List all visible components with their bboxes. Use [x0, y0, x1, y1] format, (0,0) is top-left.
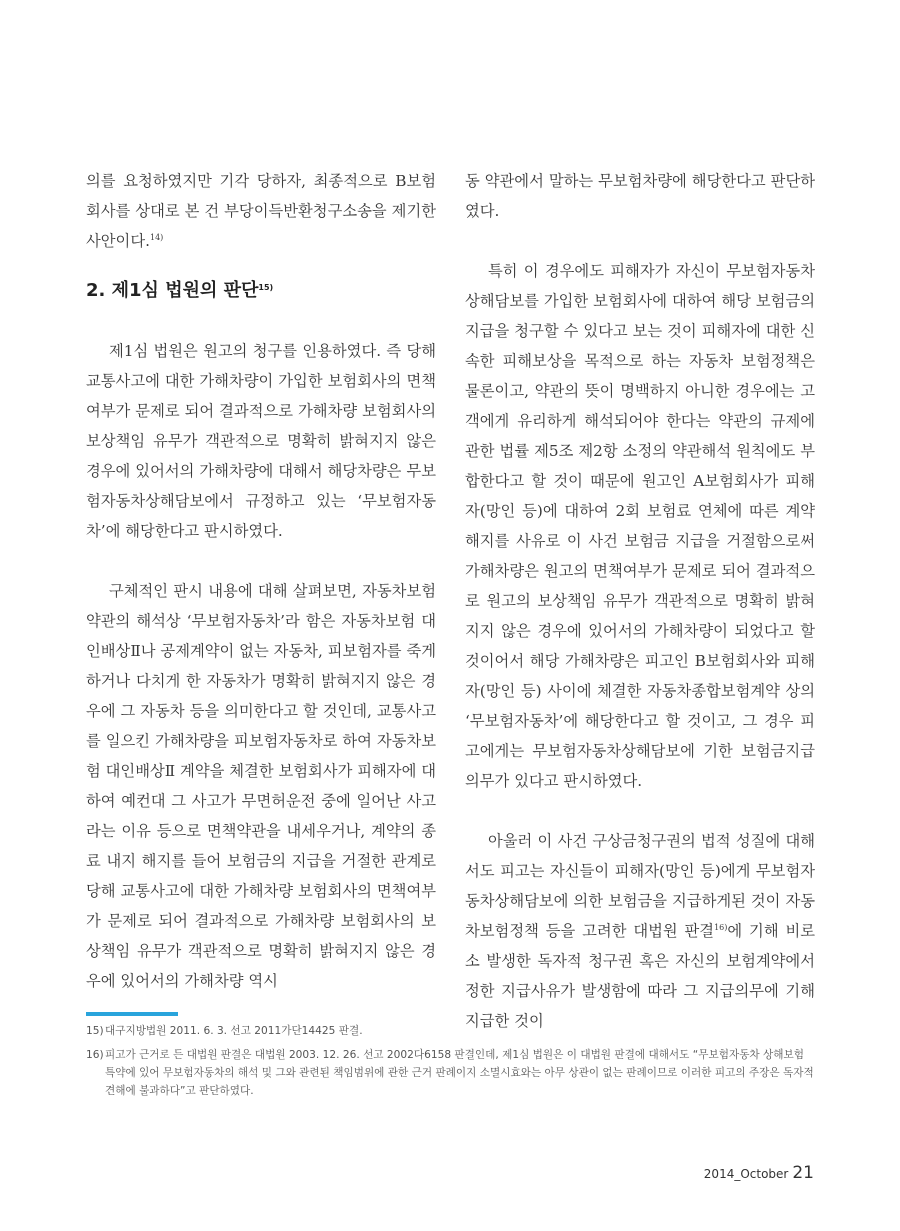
footnote-ref-16[interactable]: 16): [714, 923, 728, 932]
left-paragraph-1: [86, 166, 436, 256]
right-paragraph-3-text-a: 아울러 이 사건 구상금청구권의 법적 성질에 대해서도 피고는 자신들이 피해자(망인 등)에게 무보험자동차상해담보에 의한 보험금을 지급하게된 것이 자동차보험정책 등을 고려한 대법원 판결: [465, 832, 815, 940]
footnote-ref-14[interactable]: 14): [149, 233, 164, 242]
section-heading: [86, 276, 436, 306]
page-number: 21: [792, 1163, 814, 1183]
footnote-ref-15[interactable]: 15): [258, 283, 274, 292]
footnote-16: [86, 1046, 814, 1100]
left-paragraph-2: 제1심 법원은 원고의 청구를 인용하였다. 즉 당해 교통사고에 대한 가해차량이 가입한 보험회사의 면책여부가 문제로 되어 결과적으로 가해차량 보험회사의 보상책임 유무가 객관적으로 명확히 밝혀지지 않은 경우에 있어서의 가해차량에 대해서 해당차량은 무보험자동차상해담보에서 규정하고 있는 ‘무보험자동차’에 해당한다고 판시하였다.: [86, 342, 436, 540]
footnote-text: 피고가 근거로 든 대법원 판결은 대법원 2003. 12. 26. 선고 2002다6158 판결인데, 제1심 법원은 이 대법원 판결에 대해서도 “무보험자동차 상해보험 특약에 있어 무보험자동차의 해석 및 그와 관련된 책임범위에 관한 근거 판례이지 소멸시효와는 아무 상관이 없는 판례이므로 이러한 피고의 주장은 독자적 견해에 불과하다”고 판단하였다.: [105, 1049, 814, 1097]
issue-label: 2014_October: [703, 1167, 789, 1181]
footnote-number: 15): [86, 1025, 104, 1037]
left-paragraph-3: 구체적인 판시 내용에 대해 살펴보면, 자동차보험약관의 해석상 ‘무보험자동차’라 함은 자동차보험 대인배상Ⅱ나 공제계약이 없는 자동차, 피보험자를 죽게 하거나 다치게 한 자동차가 명확히 밝혀지지 않은 경우에 그 자동차 등을 의미한다고 할 것인데, 교통사고를 일으킨 가해차량을 피보험자동차로 하여 자동차보험 대인배상Ⅱ 계약을 체결한 보험회사가 피해자에 대하여 예컨대 그 사고가 무면허운전 중에 일어난 사고라는 이유 등으로 면책약관을 내세우거나, 계약의 종료 내지 해지를 들어 보험금의 지급을 거절한 관계로 당해 교통사고에 대한 가해차량 보험회사의 면책여부가 문제로 되어 결과적으로 가해차량 보험회사의 보상책임 유무가 객관적으로 명확히 밝혀지지 않은 경우에 있어서의 가해차량 역시: [86, 582, 436, 990]
footnote-number: 16): [86, 1049, 104, 1061]
right-paragraph-3: [465, 826, 815, 1036]
right-paragraph-2: 특히 이 경우에도 피해자가 자신이 무보험자동차상해담보를 가입한 보험회사에 대하여 해당 보험금의 지급을 청구할 수 있다고 보는 것이 피해자에 대한 신속한 피해보상을 목적으로 하는 자동차 보험정책은 물론이고, 약관의 뜻이 명백하지 아니한 경우에는 고객에게 유리하게 해석되어야 한다는 약관의 규제에 관한 법률 제5조 제2항 소정의 약관해석 원칙에도 부합한다고 할 것이 때문에 원고인 A보험회사가 피해자(망인 등)에 대하여 2회 보험료 연체에 따른 계약해지를 사유로 이 사건 보험금 지급을 거절함으로써 가해차량은 원고의 면책여부가 문제로 되어 결과적으로 원고의 보상책임 유무가 객관적으로 명확히 밝혀지지 않은 경우에 있어서의 가해차량이 되었다고 할 것이어서 해당 가해차량은 피고인 B보험회사와 피해자(망인 등) 사이에 체결한 자동차종합보험계약 상의 ‘무보험자동차’에 해당한다고 할 것이고, 그 경우 피고에게는 무보험자동차상해담보에 기한 보험금지급의무가 있다고 판시하였다.: [465, 262, 815, 790]
right-paragraph-1: 동 약관에서 말하는 무보험차량에 해당한다고 판단하였다.: [465, 172, 815, 220]
right-column: [465, 166, 815, 1036]
footnote-15: [86, 1022, 814, 1040]
footnote-divider: [86, 1012, 178, 1016]
section-heading-text: 2. 제1심 법원의 판단: [86, 280, 259, 301]
footnote-text: 대구지방법원 2011. 6. 3. 선고 2011가단14425 판결.: [105, 1025, 363, 1037]
left-column: [86, 166, 436, 996]
left-paragraph-1-text: 의를 요청하였지만 기각 당하자, 최종적으로 B보험회사를 상대로 본 건 부당이득반환청구소송을 제기한 사안이다.: [86, 172, 436, 250]
right-paragraph-3-text-b: 에 기해 비로소 발생한 독자적 청구권 혹은 자신의 보험계약에서 정한 지급사유가 발생함에 따라 그 지급의무에 기해 지급한 것이: [465, 922, 816, 1030]
page-footer: [704, 1163, 814, 1183]
footnotes: [86, 1022, 814, 1100]
